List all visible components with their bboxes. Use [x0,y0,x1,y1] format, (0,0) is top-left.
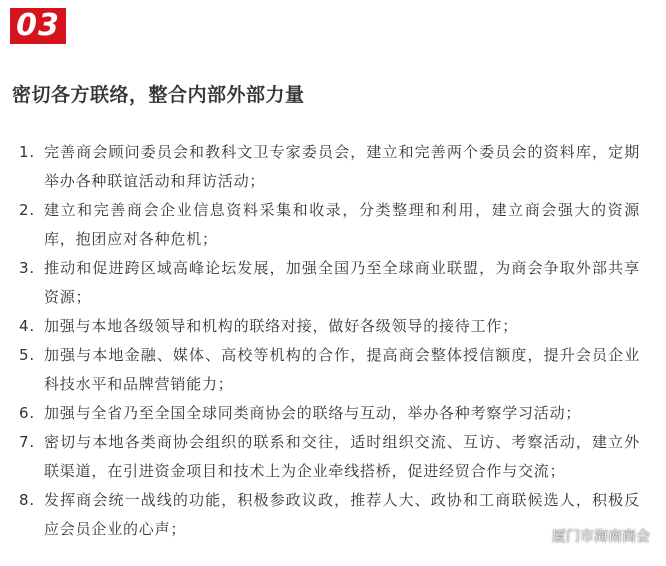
list-item-text: 加强与全省乃至全国全球同类商协会的联络与互动，举办各种考察学习活动； [44,404,582,422]
list-item [0,312,666,341]
list-item-text: 完善商会顾问委员会和教科文卫专家委员会，建立和完善两个委员会的资料库，定期举办各种联谊活动和拜访活动； [44,143,640,190]
list-item-number: 5. [19,346,35,364]
list-item-text: 加强与本地金融、媒体、高校等机构的合作，提高商会整体授信额度，提升会员企业科技水平和品牌营销能力； [44,346,640,393]
section-number: 03 [16,8,60,43]
list-item-text: 建立和完善商会企业信息资料采集和收录，分类整理和利用，建立商会强大的资源库，抱团应对各种危机； [44,201,640,248]
section-heading: 密切各方联络，整合内部外部力量 [12,84,305,106]
watermark-text: 厦门市海南商会 [552,529,650,545]
list-item-number: 6. [19,404,35,422]
list-item-text: 发挥商会统一战线的功能，积极参政议政，推荐人大、政协和工商联候选人，积极反应会员企业的心声； [44,491,640,538]
measures-list [0,138,666,544]
list-item-number: 8. [19,491,35,509]
list-item-text: 密切与本地各类商协会组织的联系和交往，适时组织交流、互访、考察活动，建立外联渠道，在引进资金项目和技术上为企业牵线搭桥，促进经贸合作与交流； [44,433,640,480]
list-item-number: 7. [19,433,35,451]
list-item-number: 2. [19,201,35,219]
list-item-text: 推动和促进跨区域高峰论坛发展，加强全国乃至全球商业联盟，为商会争取外部共享资源； [44,259,640,306]
account-watermark [524,526,650,546]
list-item [0,428,666,486]
wechat-icon [524,527,546,545]
list-item [0,254,666,312]
section-number-badge [10,8,66,44]
list-item [0,138,666,196]
list-item-number: 3. [19,259,35,277]
list-item [0,341,666,399]
list-item [0,196,666,254]
list-item [0,399,666,428]
list-item-number: 4. [19,317,35,335]
list-item-number: 1. [19,143,35,161]
list-item-text: 加强与本地各级领导和机构的联络对接，做好各级领导的接待工作； [44,317,519,335]
